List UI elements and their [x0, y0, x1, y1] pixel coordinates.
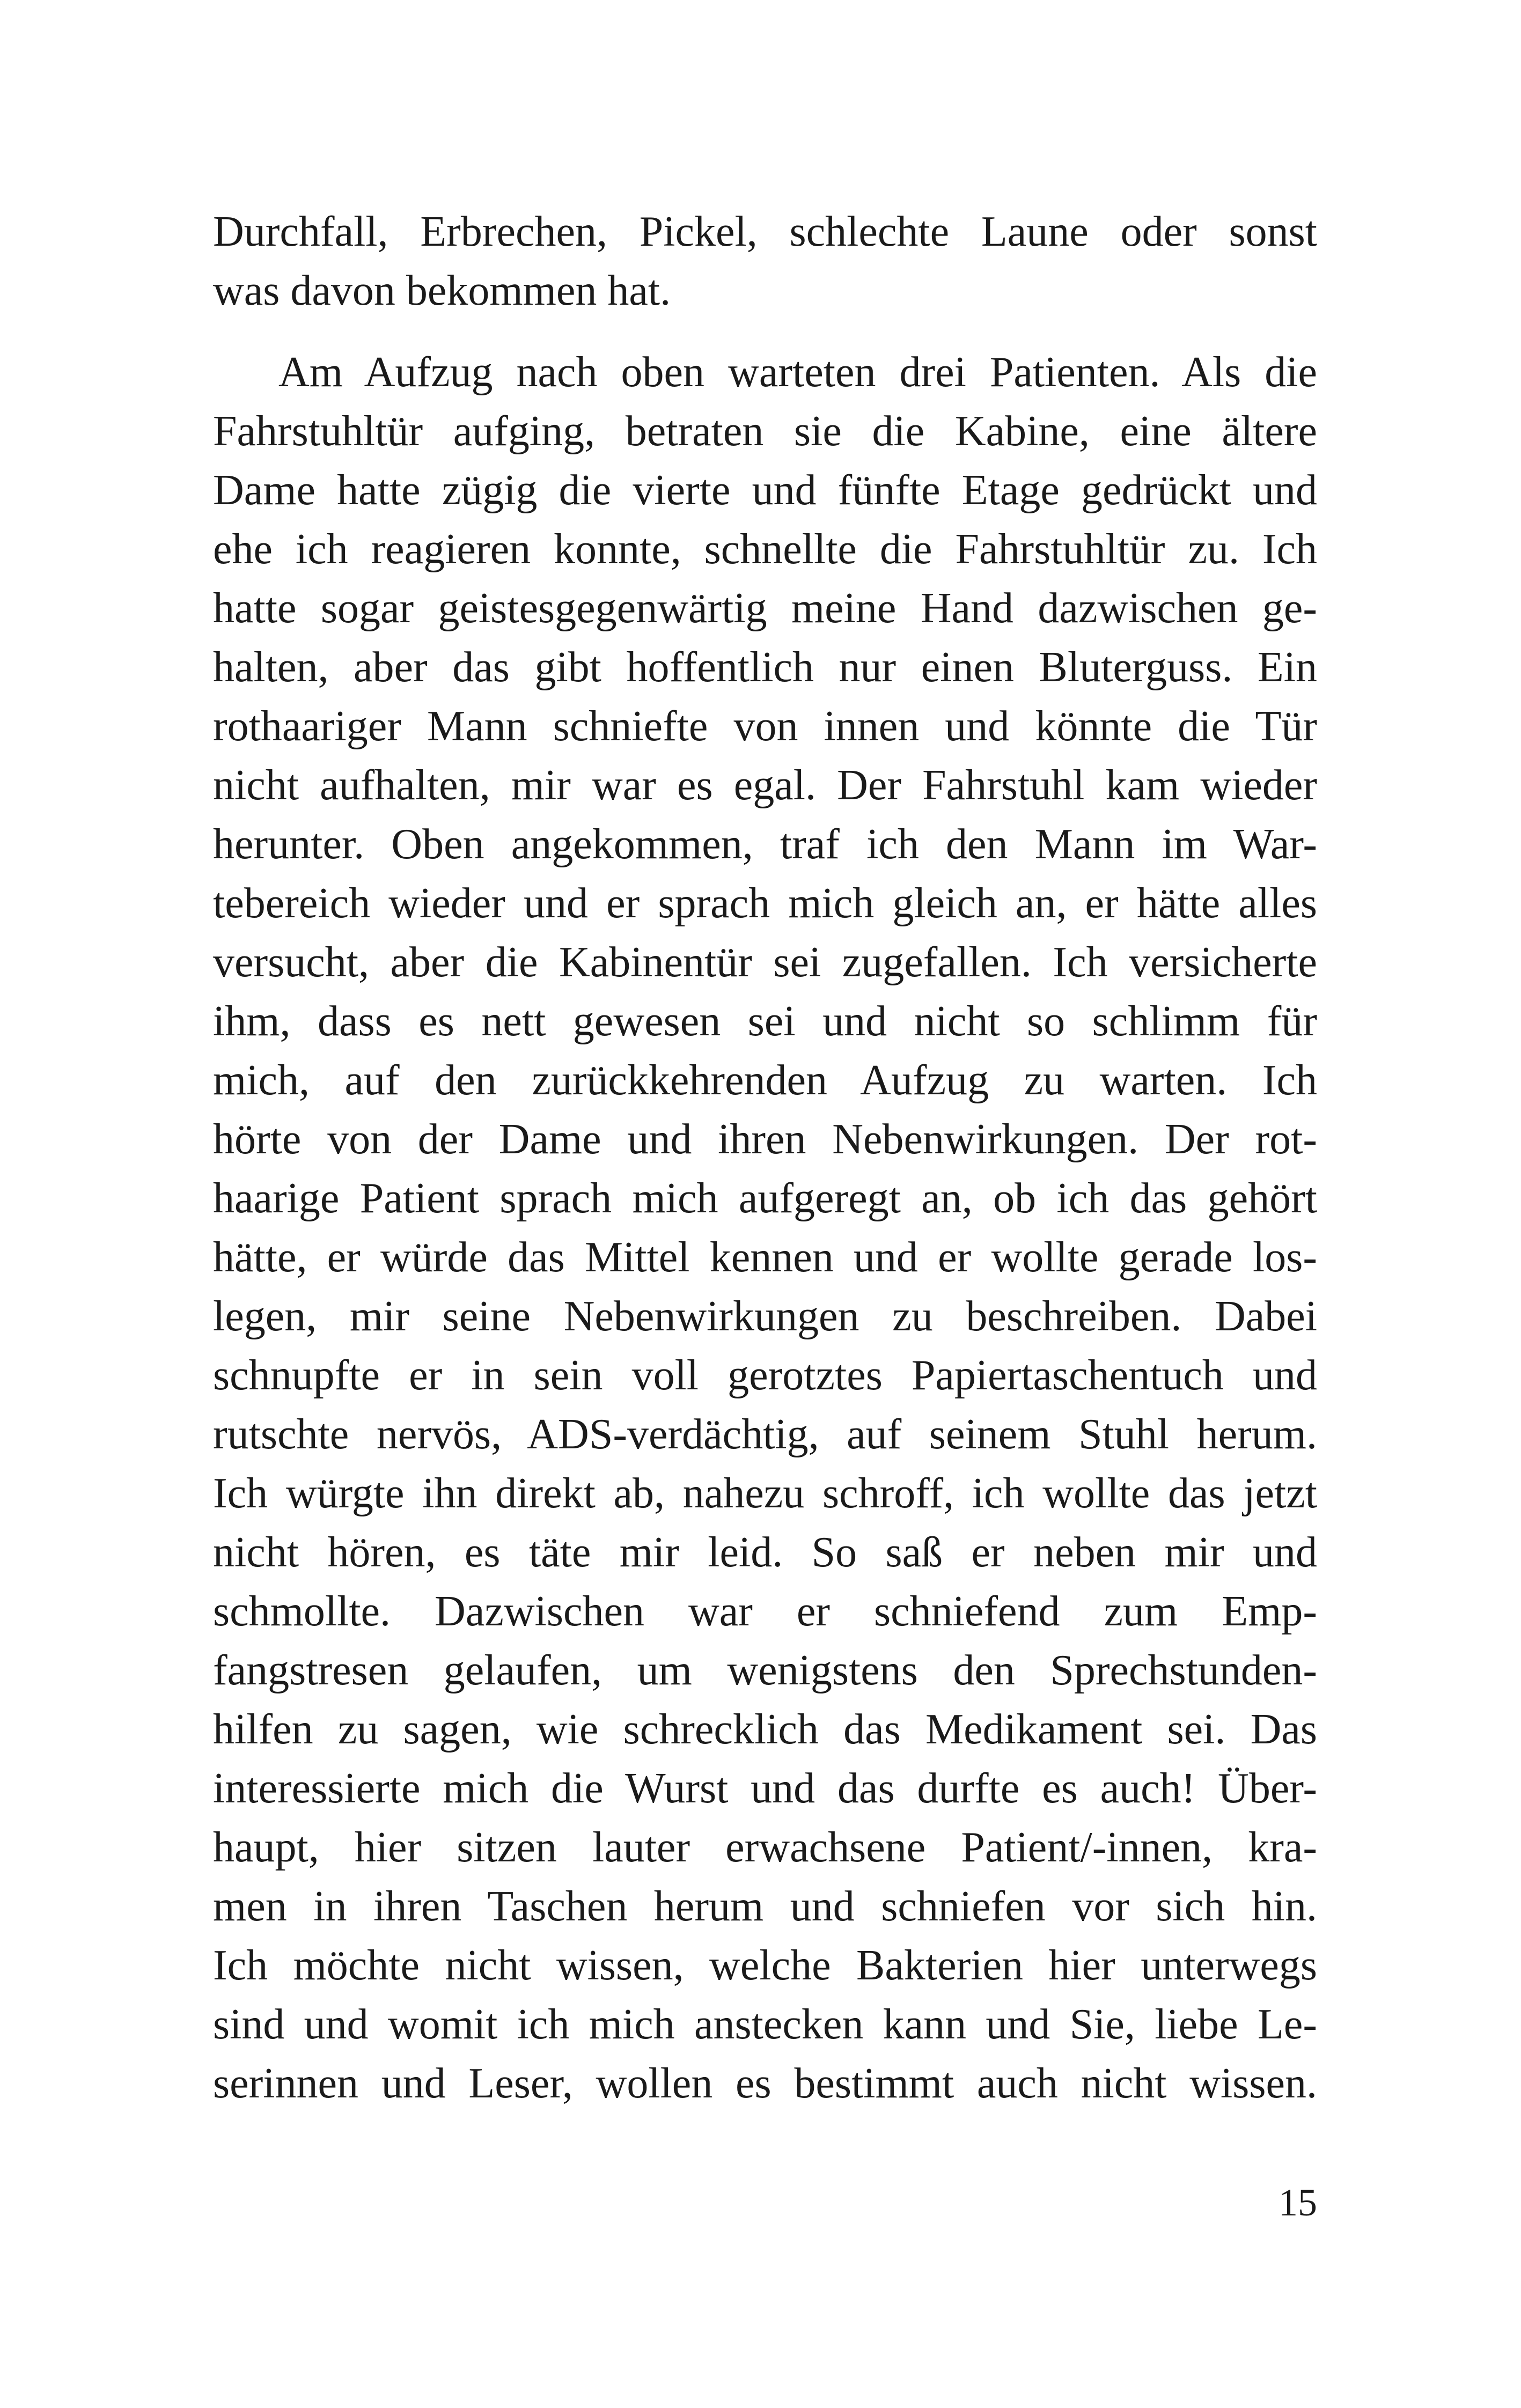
page-number: 15 — [1278, 2181, 1317, 2224]
text-line: Fahrstuhltür aufging, betraten sie die Kabine, eine ältere — [213, 408, 1317, 455]
text-line: sind und womit ich mich anstecken kann und Sie, liebe Le- — [213, 2001, 1317, 2048]
text-line: schmollte. Dazwischen war er schniefend zum Emp- — [213, 1588, 1317, 1635]
text-line: nicht hören, es täte mir leid. So saß er neben mir und — [213, 1529, 1317, 1576]
text-line: rothaariger Mann schniefte von innen und könnte die Tür — [213, 703, 1317, 750]
text-line: mich, auf den zurückkehrenden Aufzug zu warten. Ich — [213, 1057, 1317, 1104]
text-line: hätte, er würde das Mittel kennen und er wollte gerade los- — [213, 1234, 1317, 1281]
text-line: Dame hatte zügig die vierte und fünfte Etage gedrückt und — [213, 467, 1317, 514]
text-line: men in ihren Taschen herum und schniefen vor sich hin. — [213, 1883, 1317, 1930]
text-line: nicht aufhalten, mir war es egal. Der Fahrstuhl kam wieder — [213, 762, 1317, 809]
text-line: Am Aufzug nach oben warteten drei Patienten. Als die — [278, 349, 1317, 396]
text-line: fangstresen gelaufen, um wenigstens den Sprechstunden- — [213, 1647, 1317, 1694]
text-line: interessierte mich die Wurst und das durfte es auch! Über- — [213, 1765, 1317, 1812]
text-line: ihm, dass es nett gewesen sei und nicht so schlimm für — [213, 998, 1317, 1045]
text-line: ehe ich reagieren konnte, schnellte die Fahrstuhltür zu. Ich — [213, 526, 1317, 573]
text-line: versucht, aber die Kabinentür sei zugefallen. Ich versicherte — [213, 939, 1317, 986]
text-line: halten, aber das gibt hoffentlich nur einen Bluterguss. Ein — [213, 644, 1317, 691]
text-line: haupt, hier sitzen lauter erwachsene Patient/-innen, kra- — [213, 1824, 1317, 1871]
text-line: herunter. Oben angekommen, traf ich den Mann im War- — [213, 821, 1317, 868]
text-line: rutschte nervös, ADS-verdächtig, auf seinem Stuhl herum. — [213, 1411, 1317, 1458]
text-line: Durchfall, Erbrechen, Pickel, schlechte Laune oder sonst — [213, 208, 1317, 255]
text-line: hörte von der Dame und ihren Nebenwirkungen. Der rot- — [213, 1116, 1317, 1163]
text-line: was davon bekommen hat. — [213, 267, 671, 314]
paragraph — [213, 343, 1317, 2113]
text-line: Ich möchte nicht wissen, welche Bakterien hier unterwegs — [213, 1942, 1317, 1989]
text-line: serinnen und Leser, wollen es bestimmt auch nicht wissen. — [213, 2060, 1317, 2107]
paragraph — [213, 202, 1317, 320]
body-text — [213, 202, 1317, 2113]
text-line: hatte sogar geistesgegenwärtig meine Hand dazwischen ge- — [213, 585, 1317, 632]
text-line: schnupfte er in sein voll gerotztes Papiertaschentuch und — [213, 1352, 1317, 1399]
text-line: hilfen zu sagen, wie schrecklich das Medikament sei. Das — [213, 1706, 1317, 1753]
text-line: legen, mir seine Nebenwirkungen zu beschreiben. Dabei — [213, 1293, 1317, 1340]
text-line: tebereich wieder und er sprach mich gleich an, er hätte alles — [213, 880, 1317, 927]
text-line: haarige Patient sprach mich aufgeregt an, ob ich das gehört — [213, 1175, 1317, 1222]
text-line: Ich würgte ihn direkt ab, nahezu schroff, ich wollte das jetzt — [213, 1470, 1317, 1517]
